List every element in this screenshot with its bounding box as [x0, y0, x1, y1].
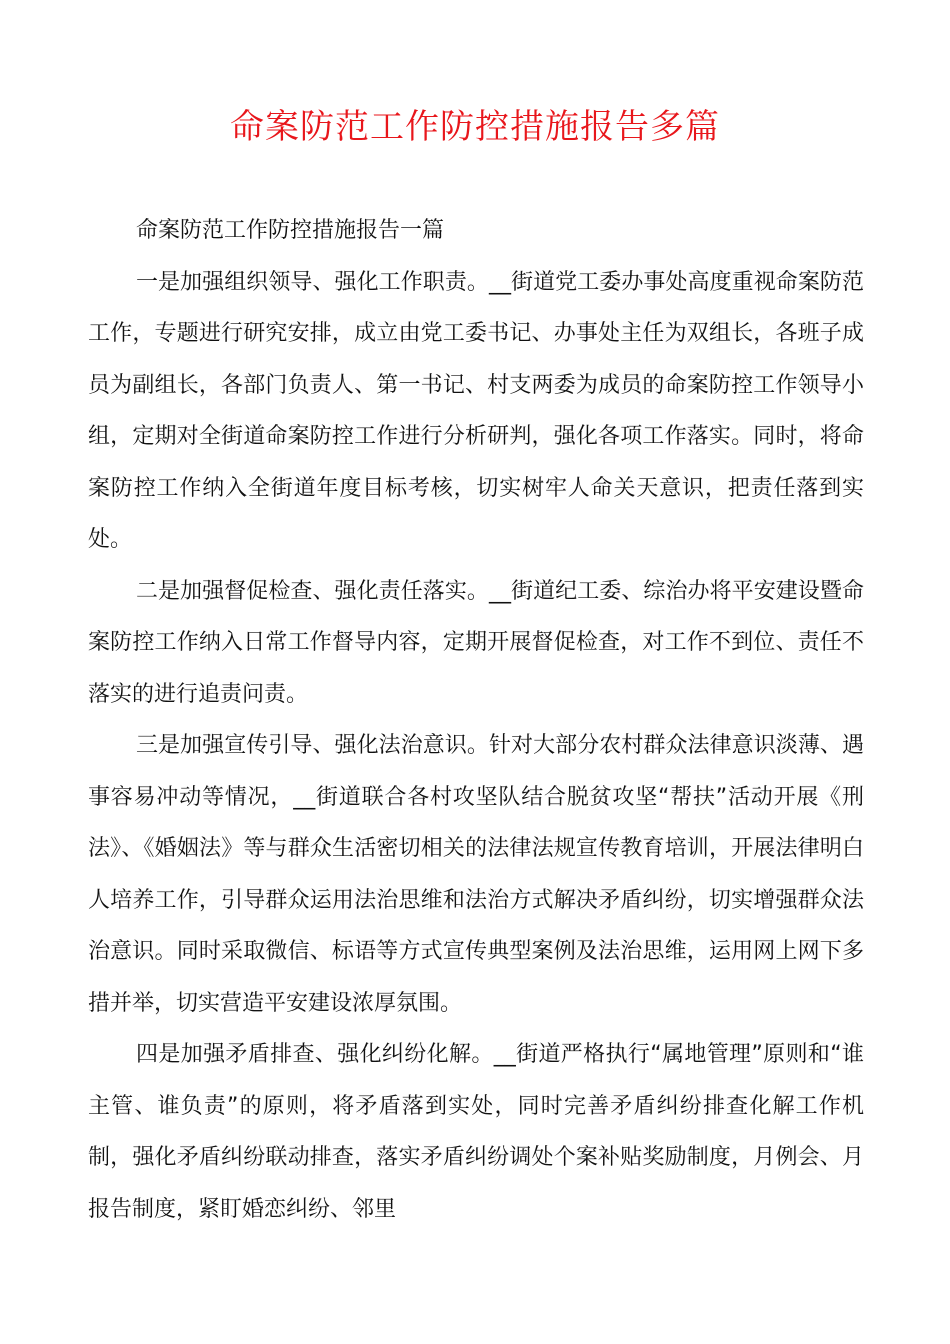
paragraph-3: 三是加强宣传引导、强化法治意识。针对大部分农村群众法律意识淡薄、遇事容易冲动等情况，__街道联合各村攻坚队结合脱贫攻坚“帮扶”活动开展《刑法》、《婚姻法》等与群众生活密切相关的法律法规宣传教育培训，开展法律明白人培养工作，引导群众运用法治思维和法治方式解决矛盾纠纷，切实增强群众法治意识。同时采取微信、标语等方式宣传典型案例及法治思维，运用网上网下多措并举，切实营造平安建设浓厚氛围。	[88, 733, 864, 1016]
paragraph-1: 一是加强组织领导、强化工作职责。__街道党工委办事处高度重视命案防范工作，专题进行研究安排，成立由党工委书记、办事处主任为双组长，各班子成员为副组长，各部门负责人、第一书记、村支两委为成员的命案防控工作领导小组，定期对全街道命案防控工作进行分析研判，强化各项工作落实。同时，将命案防控工作纳入全街道年度目标考核，切实树牢人命关天意识，把责任落到实处。	[88, 269, 864, 552]
paragraph-2: 二是加强督促检查、强化责任落实。__街道纪工委、综治办将平安建设暨命案防控工作纳入日常工作督导内容，定期开展督促检查，对工作不到位、责任不落实的进行追责问责。	[88, 578, 864, 707]
document-body	[88, 205, 864, 1235]
paragraph-4: 四是加强矛盾排查、强化纠纷化解。__街道严格执行“属地管理”原则和“谁主管、谁负责”的原则，将矛盾落到实处，同时完善矛盾纠纷排查化解工作机制，强化矛盾纠纷联动排查，落实矛盾纠纷调处个案补贴奖励制度，月例会、月报告制度，紧盯婚恋纠纷、邻里	[88, 1042, 864, 1222]
section-heading: 命案防范工作防控措施报告一篇	[136, 218, 445, 243]
document-title: 命案防范工作防控措施报告多篇	[230, 107, 720, 147]
